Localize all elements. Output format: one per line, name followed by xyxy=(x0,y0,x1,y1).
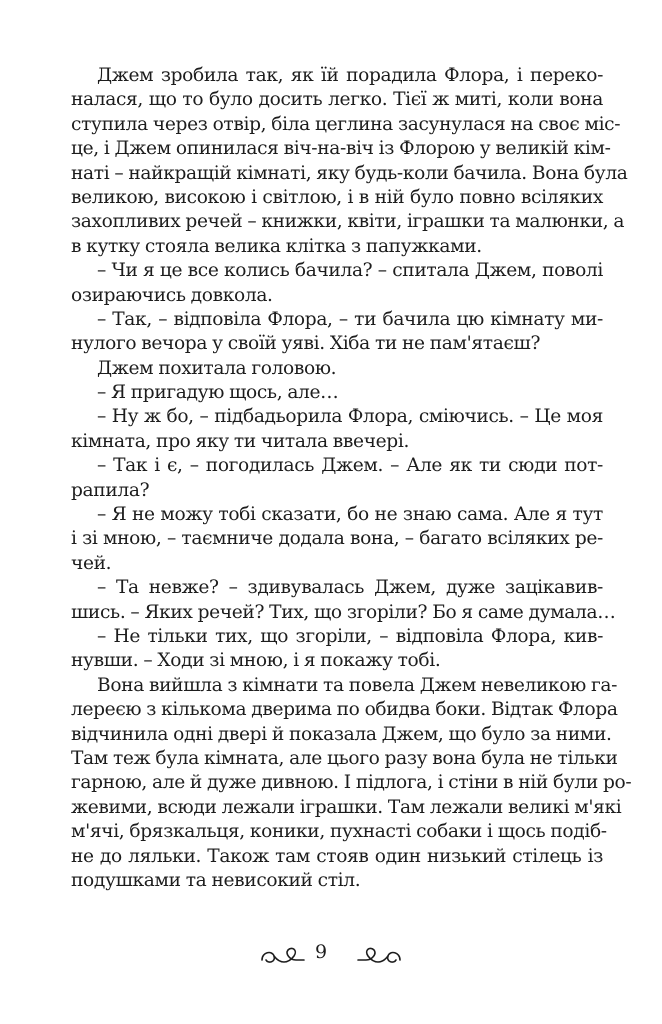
text-line: – Ну ж бо, – підбадьорила Флора, сміючись. – Це моя xyxy=(97,406,603,428)
text-line: Джем зробила так, як їй порадила Флора, і переко- xyxy=(97,65,603,86)
text-line: не до ляльки. Також там стояв один низький стілець із xyxy=(71,845,603,867)
text-line: і зі мною, – таємниче додала вона, – багато всіляких ре- xyxy=(71,528,603,550)
page-footer xyxy=(0,934,662,974)
text-line: м'ячі, брязкальця, коники, пухнасті собаки і щось подіб- xyxy=(71,821,607,843)
text-line: шись. – Яких речей? Тих, що згоріли? Бо я саме думала… xyxy=(71,601,616,623)
text-line: озираючись довкола. xyxy=(71,284,273,306)
text-line: рапила? xyxy=(71,479,150,501)
text-line: – Так, – відповіла Флора, – ти бачила цю кімнату ми- xyxy=(97,308,603,330)
text-line: – Так і є, – погодилась Джем. – Але як ти сюди пот- xyxy=(97,455,603,477)
text-line: ступила через отвір, біла цеглина засунулася на своє міс- xyxy=(71,113,621,135)
text-line: в кутку стояла велика клітка з папужками. xyxy=(71,235,482,257)
text-line: захопливих речей – книжки, квіти, іграшки та малюнки, а xyxy=(71,211,625,233)
text-line: – Я пригадую щось, але… xyxy=(97,382,339,404)
text-line: – Чи я це все колись бачила? – спитала Джем, поволі xyxy=(97,260,603,282)
text-line: – Не тільки тих, що згоріли, – відповіла Флора, кив- xyxy=(97,625,603,647)
text-line: жевими, всюди лежали іграшки. Там лежали великі м'які xyxy=(71,796,622,818)
text-line: нулого вечора у своїй уяві. Хіба ти не пам'ятаєш? xyxy=(71,333,541,355)
text-line: кімната, про яку ти читала ввечері. xyxy=(71,430,410,452)
text-line: налася, що то було досить легко. Тієї ж миті, коли вона xyxy=(71,89,603,111)
text-line: відчинила одні двері й показала Джем, що було за ними. xyxy=(71,723,612,745)
text-line: лереєю з кількома дверима по обидва боки. Відтак Флора xyxy=(71,699,618,721)
body-text xyxy=(71,64,632,893)
text-line: – Я не можу тобі сказати, бо не знаю сама. Але я тут xyxy=(97,504,603,526)
text-line: це, і Джем опинилася віч-на-віч із Флорою у великій кім- xyxy=(71,138,611,160)
text-line: гарною, але й дуже дивною. І підлога, і стіни в ній були ро- xyxy=(71,772,632,794)
text-line: великою, високою і світлою, і в ній було повно всіляких xyxy=(71,186,603,208)
text-line: нувши. – Ходи зі мною, і я покажу тобі. xyxy=(71,650,441,672)
page-number: 9 xyxy=(314,941,328,963)
text-line: Вона вийшла з кімнати та повела Джем невеликою га- xyxy=(97,674,618,696)
text-line: наті – найкращій кімнаті, яку будь-коли бачила. Вона була xyxy=(71,162,628,184)
text-line: Джем похитала головою. xyxy=(97,357,337,379)
text-line: чей. xyxy=(71,552,112,574)
text-line: подушками та невисокий стіл. xyxy=(71,869,361,891)
text-line: – Та невже? – здивувалась Джем, дуже зацікавив- xyxy=(97,577,603,599)
text-line: Там теж була кімната, але цього разу вона була не тільки xyxy=(71,747,618,769)
